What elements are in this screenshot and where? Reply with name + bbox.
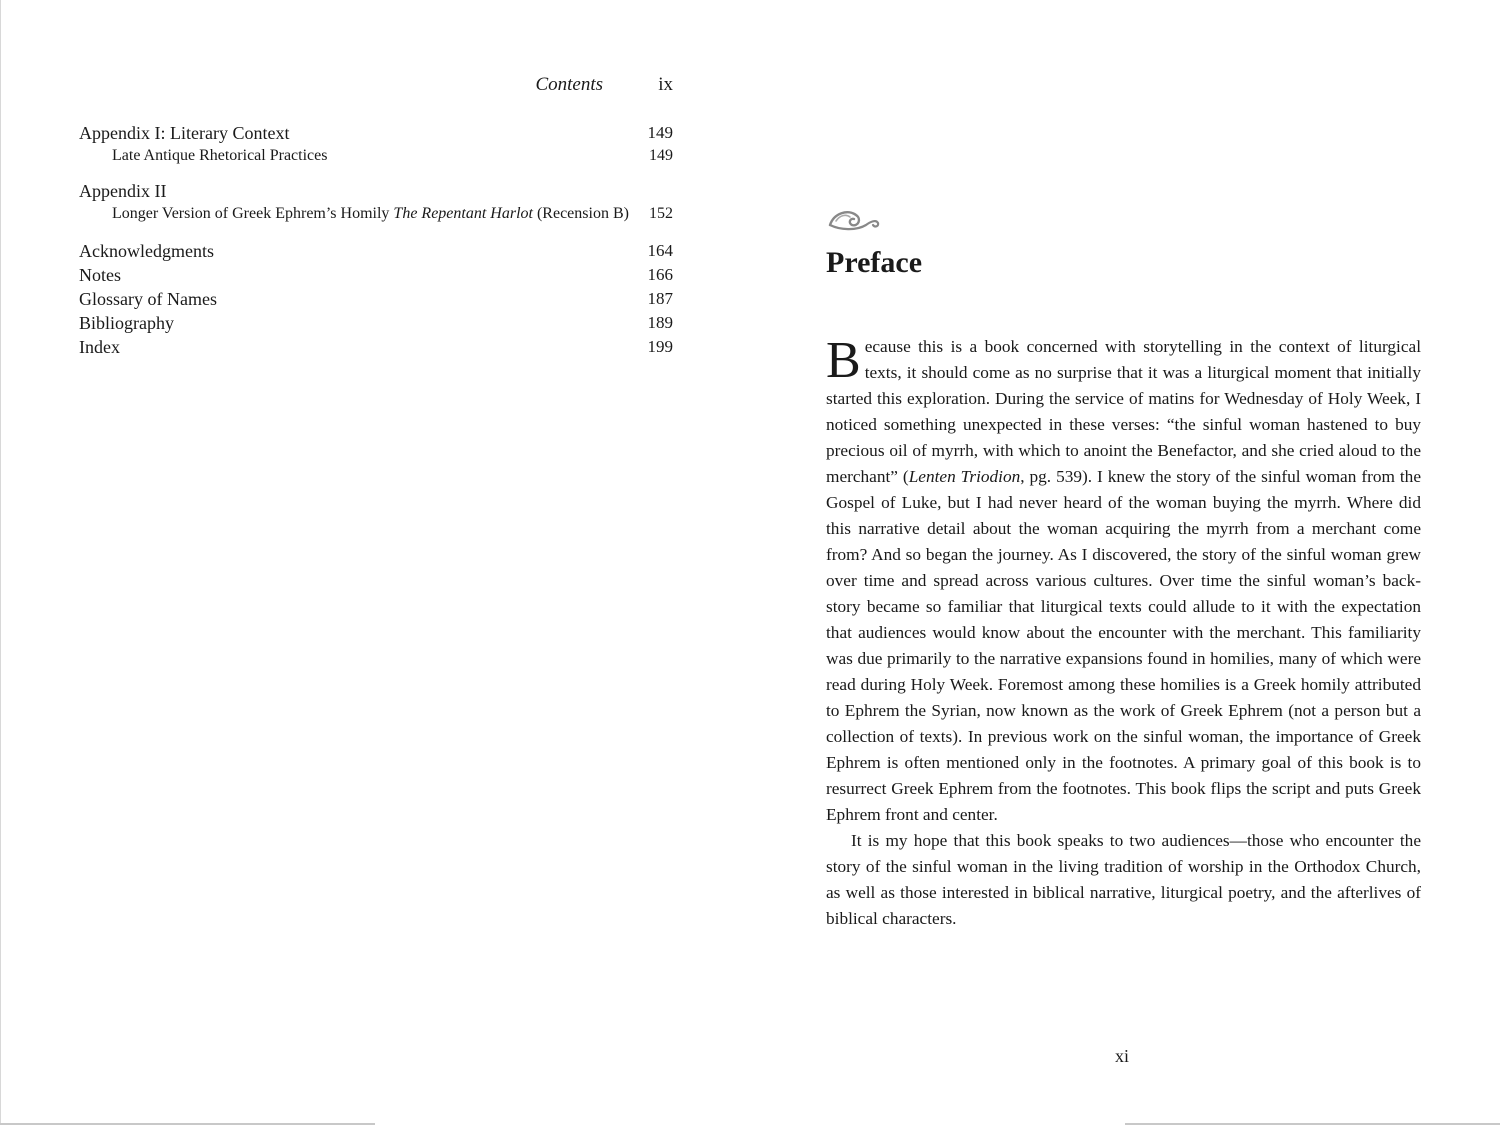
table-of-contents [79,121,673,359]
toc-entry [79,121,673,145]
toc-entry [79,239,673,263]
chapter-title: Preface [826,246,923,279]
toc-entry-label: Appendix II [79,181,167,201]
citation-page: , pg. 539 [1020,467,1082,486]
toc-entry [79,335,673,359]
drop-cap: B [826,332,861,389]
citation-title: Lenten Triodion [908,467,1021,486]
toc-entry-page: 164 [647,241,673,260]
running-head-title: Contents [535,74,603,95]
toc-entry-page: 149 [647,123,673,142]
toc-entry-label: Acknowledgments [79,241,214,261]
toc-entry-label: Late Antique Rhetorical Practices [112,147,328,164]
toc-entry-page: 152 [649,205,673,222]
toc-entry-label: Longer Version of Greek Ephrem’s Homily The Repentant Harlot (Recension B) [112,205,629,222]
running-head-page-number: ix [658,74,673,95]
toc-entry-label: Bibliography [79,313,174,333]
fleuron-ornament-icon [826,203,882,233]
toc-entry-label: Notes [79,265,121,285]
toc-subentry [79,203,673,225]
toc-entry-page: 149 [649,147,673,164]
toc-entry [79,179,673,203]
toc-subentry [79,145,673,167]
toc-entry [79,311,673,335]
paragraph: It is my hope that this book speaks to two audiences—those who encounter the story of the sinful woman in the living tradition of worship in the Orthodox Church, as well as those interested in biblical narrative, liturgical poetry, and the afterlives of biblical characters. [826,831,1421,928]
page-number: xi [1115,1046,1130,1066]
toc-entry [79,287,673,311]
preface-body [826,334,1421,932]
paragraph: Because this is a book concerned with storytelling in the context of liturgical texts, it should come as no surprise that it was a liturgical moment that initially started this exploration. During the service of matins for Wednesday of Holy Week, I noticed something unexpected in these verses: “the sinful woman hastened to buy precious oil of myrrh, with which to anoint the Benefactor, and she cried aloud to the merchant” (Lenten Triodion, pg. 539). I knew the story of the sinful woman from the Gospel of Luke, but I had never heard of the woman buying the myrrh. Where did this narrative detail about the woman acquiring the myrrh from a merchant come from? And so began the journey. As I discovered, the story of the sinful woman grew over time and spread across various cultures. Over time the sinful woman’s back-story became so familiar that liturgical texts could allude to it with the expectation that audiences would know about the encounter with the merchant. This familiarity was due primarily to the narrative expansions found in homilies, many of which were read during Holy Week. Foremost among these homilies is a Greek homily attributed to Ephrem the Syrian, now known as the work of Greek Ephrem (not a person but a collection of texts). In previous work on the sinful woman, the importance of Greek Ephrem is often mentioned only in the footnotes. A primary goal of this book is to resurrect Greek Ephrem from the footnotes. This book flips the script and puts Greek Ephrem front and center. [826,332,1421,824]
toc-entry-label: Index [79,337,120,357]
toc-entry [79,263,673,287]
running-head [79,74,673,98]
toc-entry-page: 166 [647,265,673,284]
page-edge [0,0,1,1125]
toc-entry-page: 189 [647,313,673,332]
toc-entry-page: 199 [647,337,673,356]
toc-entry-page: 187 [647,289,673,308]
work-title: The Repentant Harlot [393,205,533,222]
toc-entry-label: Glossary of Names [79,289,217,309]
toc-entry-label: Appendix I: Literary Context [79,123,290,143]
